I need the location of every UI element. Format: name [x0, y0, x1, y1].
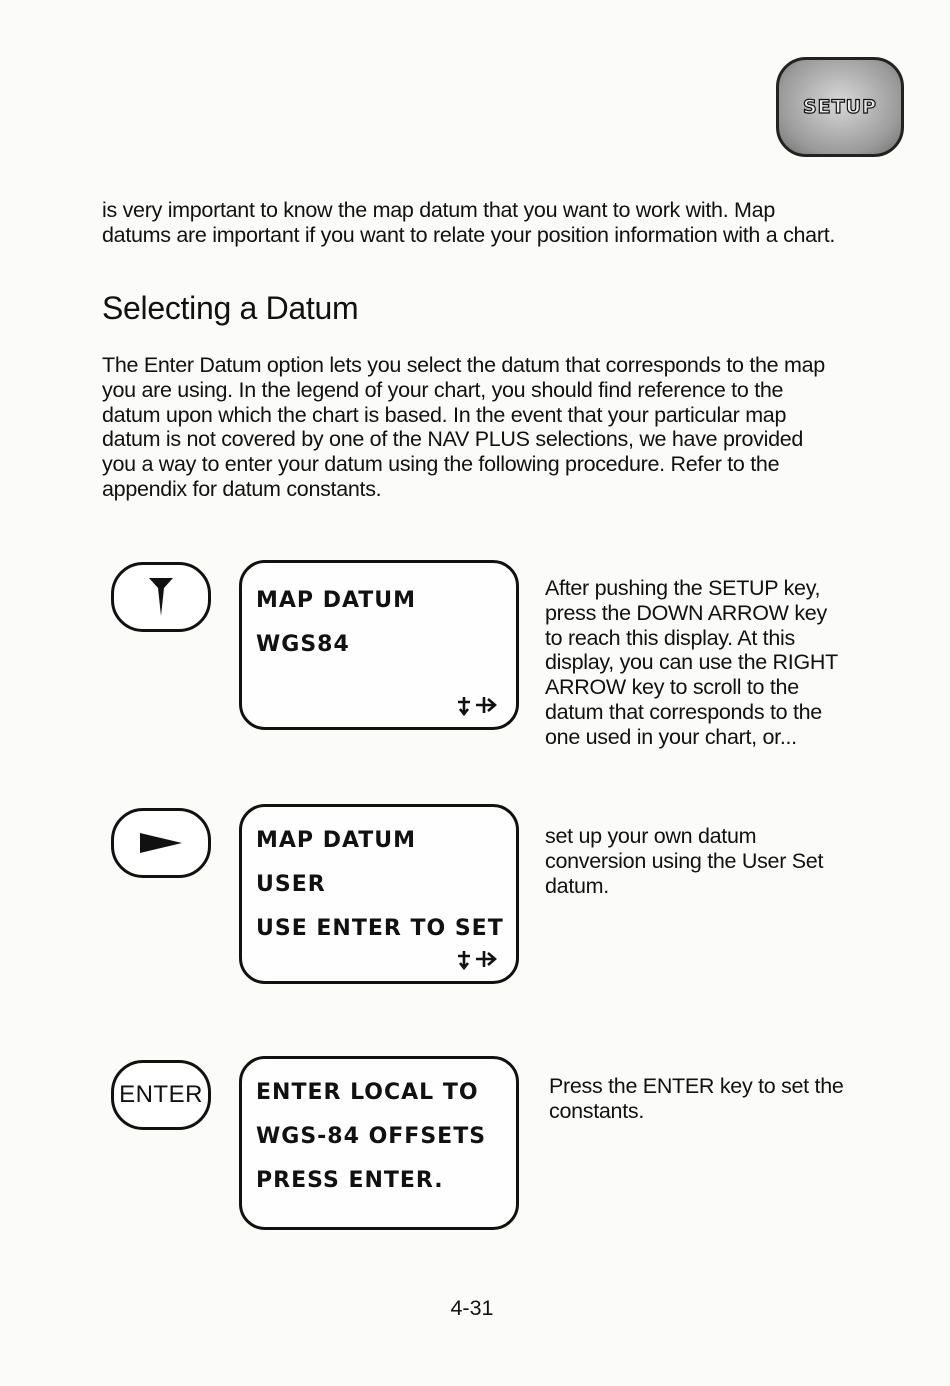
down-arrow-icon	[146, 574, 176, 620]
display-line: ENTER LOCAL TO	[256, 1080, 479, 1105]
down-right-arrows-icon	[454, 947, 500, 971]
display-line: MAP DATUM	[256, 588, 417, 613]
display-map-datum-user	[239, 804, 519, 984]
step-2-description: set up your own datum conversion using the User Set datum.	[545, 824, 824, 898]
display-map-datum-wgs84	[239, 560, 519, 730]
display-line: WGS-84 OFFSETS	[256, 1124, 487, 1149]
right-arrow-icon	[138, 828, 184, 858]
display-line: WGS84	[256, 632, 350, 657]
display-line: USER	[256, 872, 326, 897]
down-right-arrows-icon	[454, 693, 500, 717]
enter-key-label: ENTER	[119, 1081, 203, 1108]
setup-badge	[776, 57, 904, 157]
intro-paragraph: is very important to know the map datum that you want to work with. Map datums are important if you want to relate your position information with a chart.	[102, 198, 836, 247]
step-1-description: After pushing the SETUP key, press the DOWN ARROW key to reach this display. At this display, you can use the RIGHT ARROW key to scroll to the datum that corresponds to the one used in your chart, or...	[545, 576, 838, 749]
right-arrow-key[interactable]	[111, 808, 211, 878]
down-arrow-key[interactable]	[111, 562, 211, 632]
display-line: MAP DATUM	[256, 828, 417, 853]
step-3-description: Press the ENTER key to set the constants.	[549, 1074, 844, 1123]
enter-key[interactable]	[111, 1060, 211, 1130]
setup-badge-label: SETUP	[803, 96, 877, 118]
page-number: 4-31	[450, 1296, 494, 1320]
section-title: Selecting a Datum	[102, 290, 359, 326]
display-enter-local-offsets	[239, 1056, 519, 1230]
display-line: USE ENTER TO SET	[256, 916, 504, 941]
body-paragraph: The Enter Datum option lets you select the datum that corresponds to the map you are using. In the legend of your chart, you should find reference to the datum upon which the chart is based. In the event that your particular map datum is not covered by one of the NAV PLUS selections, we have provided you a way to enter your datum using the following procedure. Refer to the appendix for datum constants.	[102, 353, 825, 501]
display-line: PRESS ENTER.	[256, 1168, 444, 1193]
